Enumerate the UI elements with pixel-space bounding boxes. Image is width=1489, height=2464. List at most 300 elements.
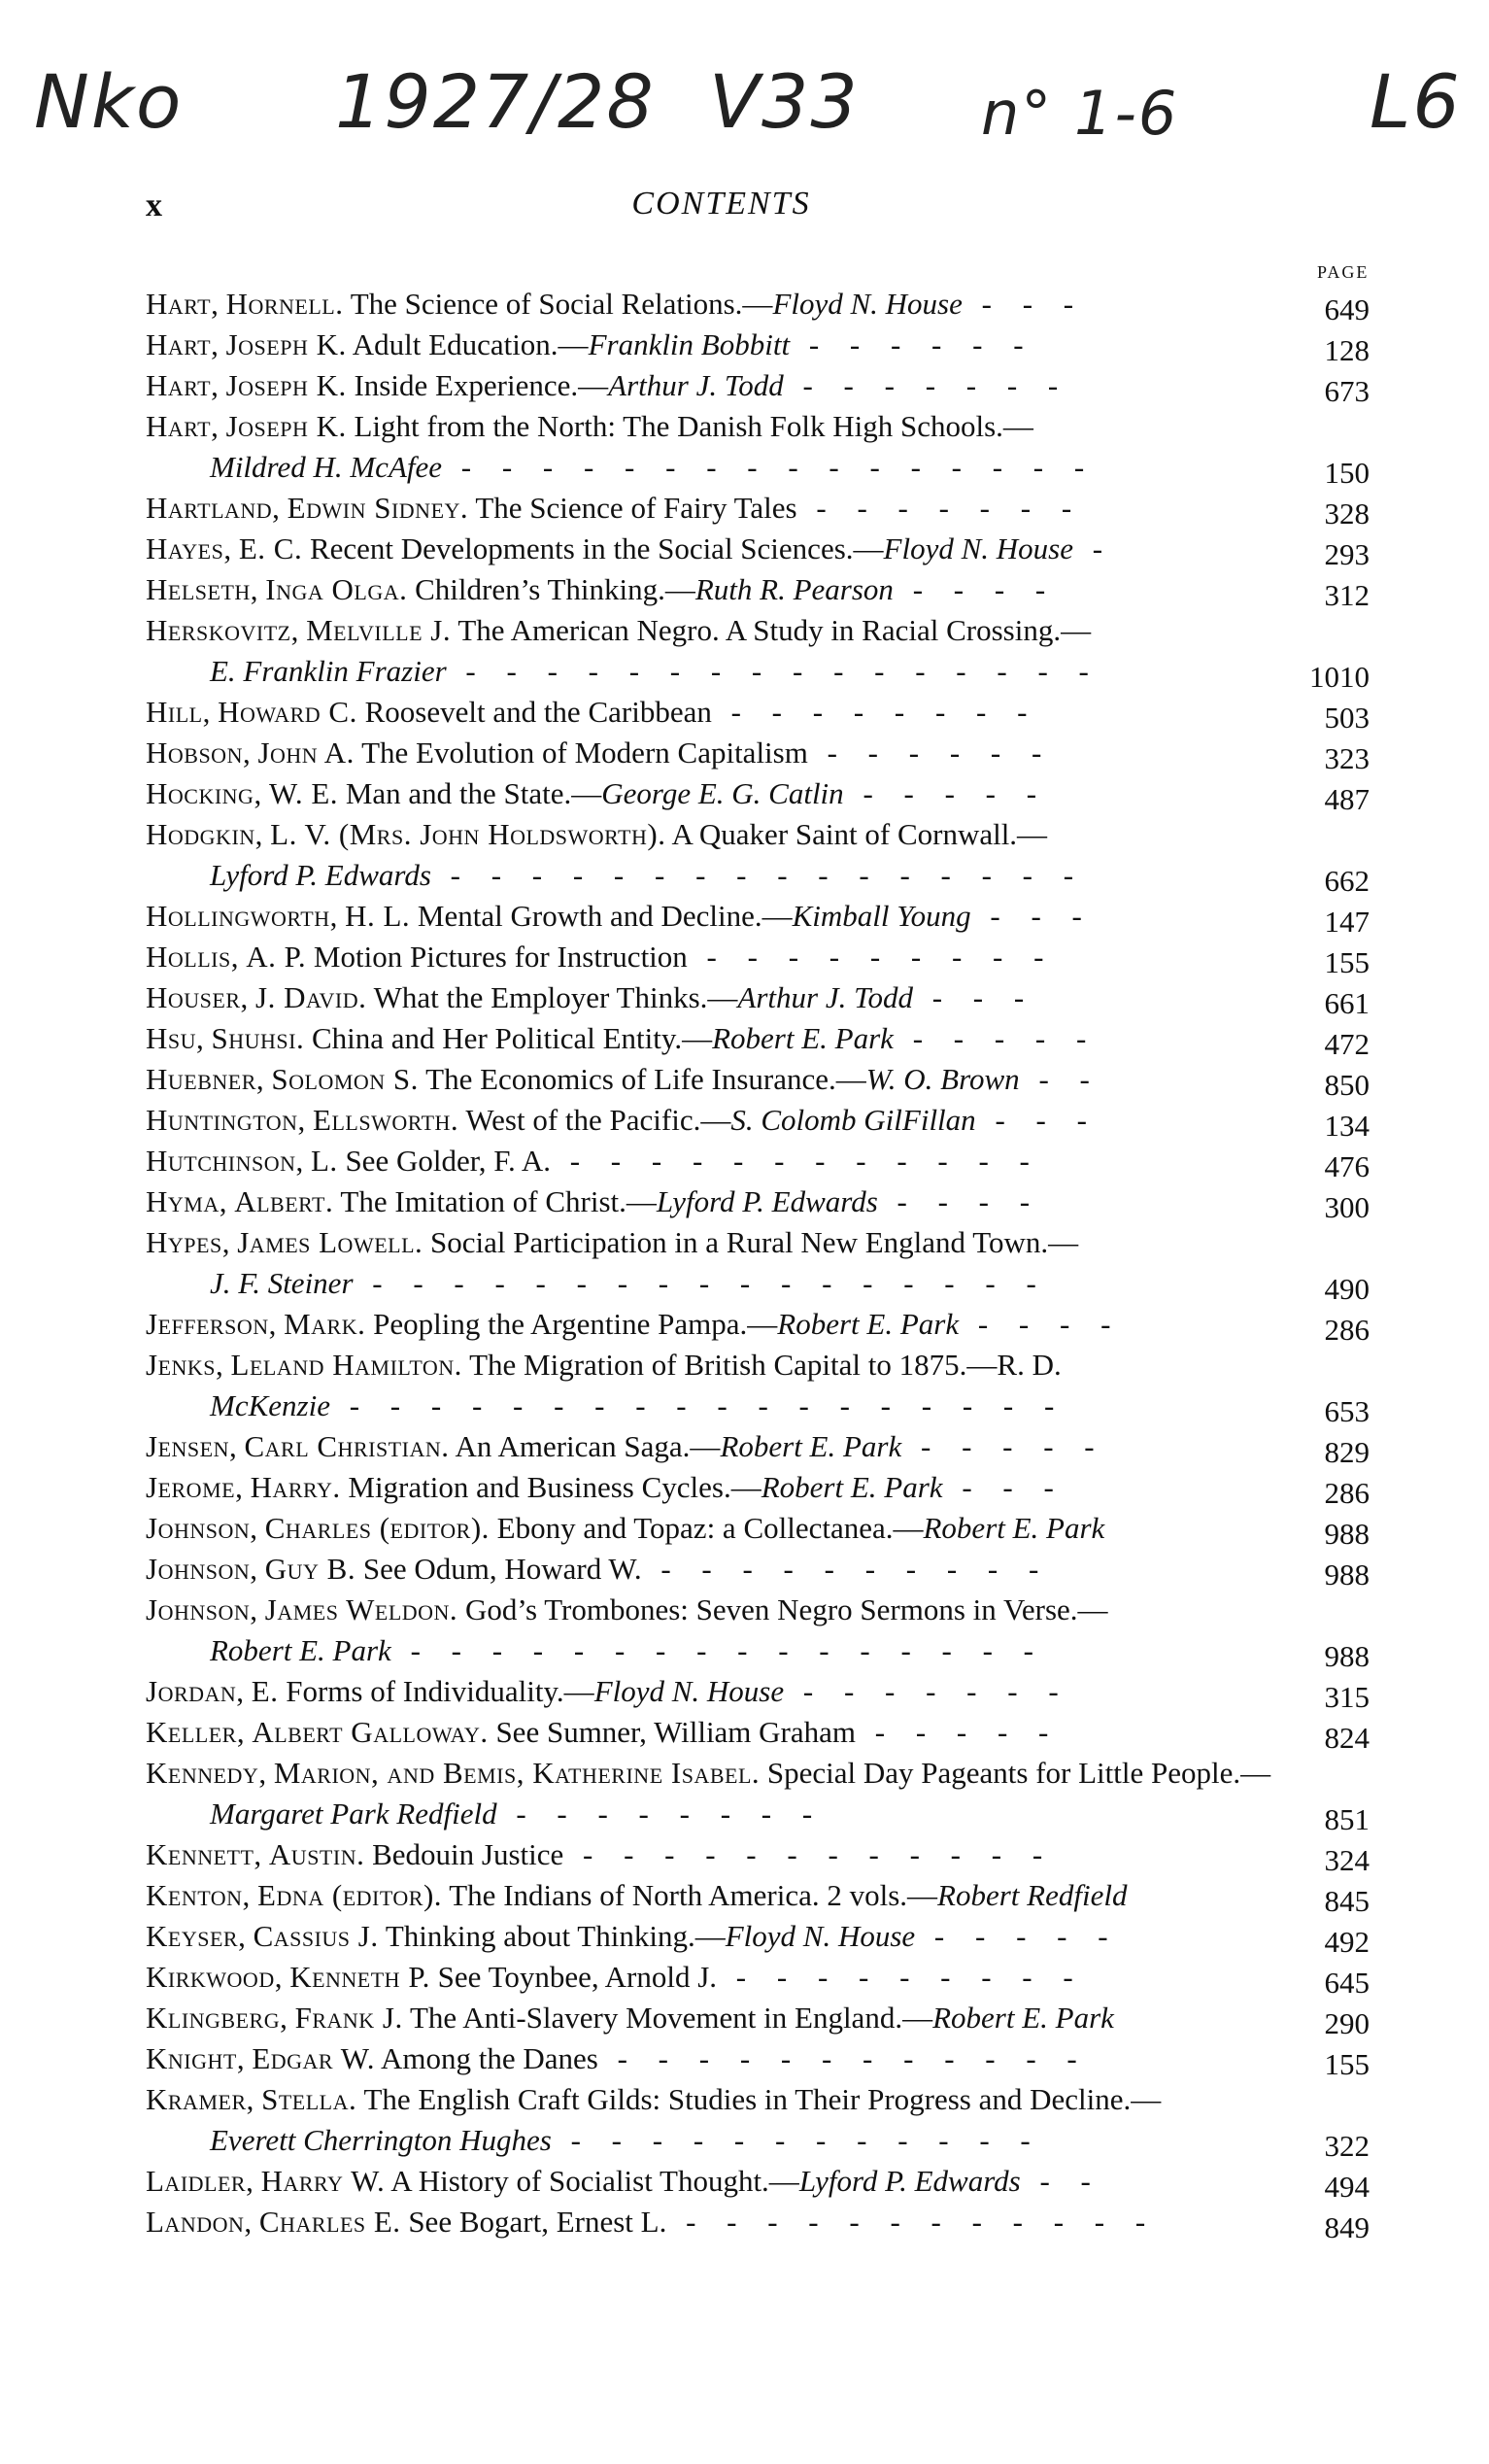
book-title: The Science of Fairy Tales <box>475 491 797 525</box>
page-number: 286 <box>1324 1476 1370 1510</box>
book-title: The American Negro. A Study in Racial Crossing.— <box>457 613 1092 647</box>
reviewer-name: Robert E. Park <box>932 2001 1114 2035</box>
reviewer-name: Arthur J. Todd <box>737 980 913 1014</box>
author-given-name: E. <box>251 1674 279 1708</box>
book-title: The Science of Social Relations.— <box>350 287 773 321</box>
dot-leader: - - - - - <box>915 1919 1120 1953</box>
list-item <box>146 1426 1370 1467</box>
author-given-name: Harry W. <box>260 2164 386 2198</box>
author-surname: Kramer <box>146 2082 247 2116</box>
entry-line: Hill, Howard C. Roosevelt and the Caribbean - - - - - - - - 503 <box>146 692 1370 733</box>
page-number: 649 <box>1324 292 1370 326</box>
entry-line: Knight, Edgar W. Among the Danes - - - - - - - - - - - - 155 <box>146 2038 1370 2079</box>
author-surname: Hart <box>146 368 212 402</box>
page-number: 645 <box>1324 1966 1370 2000</box>
list-item <box>146 1345 1370 1426</box>
page-number: 128 <box>1324 333 1370 367</box>
list-item <box>146 1671 1370 1712</box>
author-given-name: Cassius J. <box>253 1919 379 1953</box>
dot-leader: - - - - - - - - - - - - <box>666 2205 1158 2239</box>
entry-line: Jensen, Carl Christian. An American Saga.—Robert E. Park - - - - - 829 <box>146 1426 1370 1467</box>
author-surname: Jenks <box>146 1348 217 1382</box>
page-number: 492 <box>1324 1925 1370 1959</box>
list-item <box>146 1753 1370 1834</box>
dot-leader: - - - - - - - <box>784 1674 1070 1708</box>
reviewer-name: Robert E. Park <box>712 1021 894 1055</box>
reviewer-name: S. Colomb GilFillan <box>730 1103 976 1137</box>
entry-line: Hollis, A. P. Motion Pictures for Instruction - - - - - - - - - 155 <box>146 937 1370 977</box>
entry-line: Keller, Albert Galloway. See Sumner, William Graham - - - - - 824 <box>146 1712 1370 1753</box>
list-item <box>146 1018 1370 1059</box>
author-surname: Kennett <box>146 1837 254 1871</box>
book-title: The Anti-Slavery Movement in England.— <box>409 2001 933 2035</box>
dot-leader: - - - - - - - - - <box>687 940 1056 974</box>
dot-leader: - - - <box>912 980 1036 1014</box>
author-surname: Hart <box>146 287 212 321</box>
entry-line: Hayes, E. C. Recent Developments in the Social Sciences.—Floyd N. House - 293 <box>146 529 1370 569</box>
entry-line: Herskovitz, Melville J. The American Negro. A Study in Racial Crossing.— <box>146 613 1092 647</box>
author-given-name: A. P. <box>246 940 307 974</box>
book-title: Migration and Business Cycles.— <box>348 1470 761 1504</box>
page-number: 988 <box>1324 1639 1370 1673</box>
author-given-name: Charles E. <box>258 2205 401 2239</box>
reviewer-name: J. F. Steiner <box>210 1266 354 1300</box>
dot-leader: - - - - - - - - - - - - - - - - <box>446 654 1100 688</box>
author-surname: Johnson <box>146 1592 251 1626</box>
page-number: 988 <box>1324 1557 1370 1591</box>
book-title: A Quaker Saint of Cornwall.— <box>671 817 1048 851</box>
entry-line: Hocking, W. E. Man and the State.—George E. G. Catlin - - - - - 487 <box>146 773 1370 814</box>
author-surname: Kirkwood <box>146 1960 275 1994</box>
page-number: 290 <box>1324 2006 1370 2040</box>
book-title: See Sumner, William Graham <box>495 1715 857 1749</box>
author-surname: Hyma <box>146 1184 220 1218</box>
entry-line: Hobson, John A. The Evolution of Modern Capitalism - - - - - - 323 <box>146 733 1370 773</box>
entry-line: Johnson, Charles (editor). Ebony and Topaz: a Collectanea.—Robert E. Park 988 <box>146 1508 1370 1549</box>
author-surname: Kenton <box>146 1878 243 1912</box>
entry-line: Kirkwood, Kenneth P. See Toynbee, Arnold J. - - - - - - - - - 645 <box>146 1957 1370 1998</box>
author-surname: Helseth <box>146 572 251 606</box>
author-surname: Hypes <box>146 1225 222 1259</box>
page-number: 845 <box>1324 1884 1370 1918</box>
author-given-name: Shuhsi. <box>211 1021 305 1055</box>
author-surname: Jordan <box>146 1674 237 1708</box>
entry-line: Huntington, Ellsworth. West of the Pacific.—S. Colomb GilFillan - - - 134 <box>146 1100 1370 1141</box>
page-number: 300 <box>1324 1190 1370 1224</box>
author-given-name: Guy B. <box>264 1552 356 1586</box>
page-number: 286 <box>1324 1313 1370 1347</box>
dot-leader: - - - - - - - - - - - - - - - - <box>442 450 1097 484</box>
page-number: 494 <box>1324 2170 1370 2204</box>
book-title: The English Craft Gilds: Studies in Their Progress and Decline.— <box>363 2082 1162 2116</box>
author-surname: Johnson <box>146 1552 251 1586</box>
list-item <box>146 1059 1370 1100</box>
author-given-name: Stella. <box>261 2082 357 2116</box>
book-title: Social Participation in a Rural New England Town.— <box>430 1225 1079 1259</box>
dot-leader: - - - - - - - - - - - - <box>563 1837 1055 1871</box>
entry-line: Kennett, Austin. Bedouin Justice - - - - - - - - - - - - 324 <box>146 1834 1370 1875</box>
book-title: China and Her Political Entity.— <box>311 1021 713 1055</box>
page-header <box>146 180 1297 238</box>
reviewer-name: Everett Cherrington Hughes <box>210 2123 552 2157</box>
entry-line: Hart, Hornell. The Science of Social Relations.—Floyd N. House - - - 649 <box>146 284 1370 325</box>
dot-leader: - - - - - - - - - - - - - - - - <box>430 858 1086 892</box>
entry-line: Hart, Joseph K. Adult Education.—Franklin Bobbitt - - - - - - 128 <box>146 325 1370 365</box>
author-given-name: Austin. <box>268 1837 365 1871</box>
list-item <box>146 406 1370 488</box>
reviewer-name: Lyford P. Edwards <box>798 2164 1021 2198</box>
dot-leader: - - - - <box>877 1184 1042 1218</box>
author-surname: Keller <box>146 1715 237 1749</box>
dot-leader: - - <box>1020 2164 1102 2198</box>
author-given-name: Kenneth P. <box>289 1960 430 1994</box>
page-number: 312 <box>1324 578 1370 612</box>
dot-leader: - - - - - - - <box>796 491 1084 525</box>
author-given-name: Harry. <box>250 1470 341 1504</box>
book-title: See Golder, F. A. <box>345 1144 551 1178</box>
contents-list <box>146 284 1370 2242</box>
book-title: The Economics of Life Insurance.— <box>425 1062 866 1096</box>
book-title: The Evolution of Modern Capitalism <box>361 736 808 770</box>
page-number: 324 <box>1324 1843 1370 1877</box>
entry-continuation <box>146 447 1370 488</box>
author-surname: Knight <box>146 2041 237 2075</box>
author-surname: Hutchinson <box>146 1144 296 1178</box>
author-given-name: L. V. (Mrs. John Holdsworth). <box>270 817 666 851</box>
page-number: 653 <box>1324 1394 1370 1428</box>
list-item <box>146 733 1370 773</box>
dot-leader: - - - - - <box>901 1429 1106 1463</box>
dot-leader: - - - - - - <box>790 327 1035 361</box>
author-given-name: Ellsworth. <box>313 1103 459 1137</box>
page-number: 487 <box>1324 782 1370 816</box>
entry-line: Hutchinson, L. See Golder, F. A. - - - - - - - - - - - - 476 <box>146 1141 1370 1181</box>
page-number: 490 <box>1324 1272 1370 1306</box>
dot-leader: - - <box>1019 1062 1101 1096</box>
author-surname: Hsu <box>146 1021 197 1055</box>
author-surname: Klingberg <box>146 2001 281 2035</box>
author-surname: Landon <box>146 2205 245 2239</box>
dot-leader: - - - - - - - - - - - - <box>550 1144 1041 1178</box>
entry-line: Laidler, Harry W. A History of Socialist Thought.—Lyford P. Edwards - - 494 <box>146 2161 1370 2202</box>
list-item <box>146 1834 1370 1875</box>
book-title: The Indians of North America. 2 vols.— <box>449 1878 938 1912</box>
page-number: 134 <box>1324 1109 1370 1143</box>
entry-line: Jefferson, Mark. Peopling the Argentine Pampa.—Robert E. Park - - - - 286 <box>146 1304 1370 1345</box>
dot-leader: - - - - - - - - - <box>717 1960 1085 1994</box>
book-title: Special Day Pageants for Little People.— <box>766 1756 1271 1790</box>
book-title: Ebony and Topaz: a Collectanea.— <box>496 1511 924 1545</box>
book-title: West of the Pacific.— <box>465 1103 731 1137</box>
reviewer-name: E. Franklin Frazier <box>210 654 447 688</box>
handwritten-note: n° 1-6 <box>981 78 1179 149</box>
book-title: Children’s Thinking.— <box>415 572 695 606</box>
page-number: 851 <box>1324 1802 1370 1836</box>
dot-leader: - - - - - - - - - - - - - - - - - - <box>329 1388 1066 1422</box>
page-number: 829 <box>1324 1435 1370 1469</box>
book-title: Roosevelt and the Caribbean <box>364 695 712 729</box>
list-item <box>146 1590 1370 1671</box>
page-number: 476 <box>1324 1149 1370 1183</box>
dot-leader: - - - - - <box>893 1021 1099 1055</box>
book-title: The Migration of British Capital to 1875.—R. D. <box>469 1348 1062 1382</box>
author-given-name: L. <box>311 1144 338 1178</box>
entry-line: Hartland, Edwin Sidney. The Science of Fairy Tales - - - - - - - 328 <box>146 488 1370 529</box>
author-surname: Hobson <box>146 736 243 770</box>
page-number: 824 <box>1324 1721 1370 1755</box>
author-surname: Herskovitz <box>146 613 291 647</box>
book-title: Forms of Individuality.— <box>286 1674 594 1708</box>
entry-line: Kennedy, Marion, and Bemis, Katherine Isabel. Special Day Pageants for Little People.— <box>146 1756 1271 1790</box>
book-title: Bedouin Justice <box>372 1837 564 1871</box>
book-title: A History of Socialist Thought.— <box>390 2164 799 2198</box>
page-number: 328 <box>1324 496 1370 530</box>
author-surname: Kennedy <box>146 1756 259 1790</box>
author-given-name: Albert Galloway. <box>252 1715 489 1749</box>
list-item <box>146 1998 1370 2038</box>
entry-continuation <box>146 1794 1370 1834</box>
entry-line: Houser, J. David. What the Employer Thinks.—Arthur J. Todd - - - 661 <box>146 977 1370 1018</box>
list-item <box>146 284 1370 325</box>
list-item <box>146 1181 1370 1222</box>
dot-leader: - - - - <box>959 1307 1123 1341</box>
reviewer-name: George E. G. Catlin <box>601 776 844 810</box>
reviewer-name: Franklin Bobbitt <box>588 327 791 361</box>
dot-leader: - - - - - - - - - - <box>641 1552 1051 1586</box>
author-given-name: Edna (editor). <box>257 1878 443 1912</box>
reviewer-name: Mildred H. McAfee <box>210 450 443 484</box>
dot-leader: - - - - - - - - - - - - <box>551 2123 1042 2157</box>
entry-continuation <box>146 1630 1370 1671</box>
list-item <box>146 1467 1370 1508</box>
list-item <box>146 1508 1370 1549</box>
handwritten-note: L6 <box>1370 58 1462 145</box>
book-title: Among the Danes <box>381 2041 598 2075</box>
list-item <box>146 1304 1370 1345</box>
reviewer-name: Lyford P. Edwards <box>656 1184 878 1218</box>
entry-line: Landon, Charles E. See Bogart, Ernest L. - - - - - - - - - - - - 849 <box>146 2202 1370 2242</box>
reviewer-name: Arthur J. Todd <box>608 368 784 402</box>
entry-continuation <box>146 1263 1370 1304</box>
entry-line: Jerome, Harry. Migration and Business Cycles.—Robert E. Park - - - 286 <box>146 1467 1370 1508</box>
book-title: Inside Experience.— <box>354 368 609 402</box>
list-item <box>146 569 1370 610</box>
author-given-name: Solomon S. <box>271 1062 419 1096</box>
author-given-name: Frank J. <box>294 2001 403 2035</box>
reviewer-name: Robert E. Park <box>777 1307 960 1341</box>
book-title: Mental Growth and Decline.— <box>417 899 793 933</box>
list-item <box>146 2161 1370 2202</box>
author-given-name: Joseph K. <box>225 368 347 402</box>
reviewer-name: Floyd N. House <box>725 1919 916 1953</box>
list-item <box>146 1222 1370 1304</box>
list-item <box>146 773 1370 814</box>
reviewer-name: Robert E. Park <box>923 1511 1105 1545</box>
author-given-name: E. C. <box>238 531 303 565</box>
handwritten-note: V33 <box>709 58 860 145</box>
author-given-name: Marion, and Bemis, Katherine Isabel. <box>273 1756 761 1790</box>
list-item <box>146 365 1370 406</box>
reviewer-name: Kimball Young <box>792 899 971 933</box>
entry-line: Johnson, Guy B. See Odum, Howard W. - - - - - - - - - - 988 <box>146 1549 1370 1590</box>
author-given-name: Edgar W. <box>252 2041 375 2075</box>
handwritten-note: 1927/28 <box>335 58 656 145</box>
reviewer-name: Ruth R. Pearson <box>694 572 894 606</box>
dot-leader: - - - - <box>893 572 1058 606</box>
entry-continuation <box>146 2120 1370 2161</box>
page-number: 662 <box>1324 864 1370 898</box>
book-title: Light from the North: The Danish Folk High Schools.— <box>354 409 1033 443</box>
author-surname: Hollingworth <box>146 899 330 933</box>
list-item <box>146 896 1370 937</box>
author-surname: Hartland <box>146 491 273 525</box>
entry-continuation <box>146 651 1370 692</box>
book-title: Man and the State.— <box>345 776 602 810</box>
list-item <box>146 2202 1370 2242</box>
author-given-name: Hornell. <box>225 287 344 321</box>
author-given-name: Mark. <box>284 1307 366 1341</box>
list-item <box>146 488 1370 529</box>
author-surname: Huebner <box>146 1062 256 1096</box>
entry-line: Klingberg, Frank J. The Anti-Slavery Movement in England.—Robert E. Park 290 <box>146 1998 1370 2038</box>
dot-leader: - - - <box>975 1103 1099 1137</box>
entry-line: Hart, Joseph K. Light from the North: The Danish Folk High Schools.— <box>146 409 1033 443</box>
dot-leader: - - - - - - - - - - - - - - - - <box>390 1633 1045 1667</box>
author-given-name: Joseph K. <box>225 409 347 443</box>
dot-leader: - - - - - - - - <box>496 1797 825 1831</box>
dot-leader: - - - - - - - - <box>711 695 1039 729</box>
author-given-name: Inga Olga. <box>265 572 408 606</box>
book-title: Thinking about Thinking.— <box>385 1919 726 1953</box>
page-number: 322 <box>1324 2129 1370 2163</box>
page-number: 315 <box>1324 1680 1370 1714</box>
entry-line: Hypes, James Lowell. Social Participation in a Rural New England Town.— <box>146 1225 1079 1259</box>
entry-line: Hsu, Shuhsi. China and Her Political Entity.—Robert E. Park - - - - - 472 <box>146 1018 1370 1059</box>
dot-leader: - - - - - - - <box>783 368 1070 402</box>
author-surname: Keyser <box>146 1919 239 1953</box>
author-given-name: H. L. <box>345 899 411 933</box>
entry-line: Hodgkin, L. V. (Mrs. John Holdsworth). A Quaker Saint of Cornwall.— <box>146 817 1048 851</box>
reviewer-name: McKenzie <box>210 1388 330 1422</box>
page-number: 323 <box>1324 741 1370 775</box>
author-given-name: Leland Hamilton. <box>230 1348 462 1382</box>
page-number: 155 <box>1324 2047 1370 2081</box>
reviewer-name: Floyd N. House <box>772 287 963 321</box>
reviewer-name: Robert E. Park <box>720 1429 902 1463</box>
book-title: Motion Pictures for Instruction <box>313 940 688 974</box>
reviewer-name: Robert Redfield <box>937 1878 1128 1912</box>
author-given-name: J. David. <box>255 980 367 1014</box>
dot-leader: - - - <box>962 287 1086 321</box>
list-item <box>146 2038 1370 2079</box>
reviewer-name: Margaret Park Redfield <box>210 1797 497 1831</box>
author-surname: Huntington <box>146 1103 298 1137</box>
page-number: 673 <box>1324 374 1370 408</box>
author-surname: Hart <box>146 327 212 361</box>
book-title: An American Saga.— <box>455 1429 721 1463</box>
reviewer-name: Robert E. Park <box>210 1633 391 1667</box>
reviewer-name: Robert E. Park <box>761 1470 943 1504</box>
author-given-name: Edwin Sidney. <box>287 491 469 525</box>
page-column-label: PAGE <box>1317 262 1370 282</box>
dot-leader: - - - <box>942 1470 1066 1504</box>
page-number: 293 <box>1324 537 1370 571</box>
author-surname: Houser <box>146 980 241 1014</box>
list-item <box>146 529 1370 569</box>
list-item <box>146 1100 1370 1141</box>
author-given-name: Albert. <box>234 1184 334 1218</box>
book-title: See Odum, Howard W. <box>362 1552 642 1586</box>
page-number: 849 <box>1324 2210 1370 2244</box>
entry-continuation <box>146 855 1370 896</box>
page-number: 661 <box>1324 986 1370 1020</box>
author-given-name: Howard C. <box>218 695 357 729</box>
author-given-name: Joseph K. <box>225 327 347 361</box>
page-number-roman: x <box>146 188 162 223</box>
list-item <box>146 1141 1370 1181</box>
list-item <box>146 2079 1370 2161</box>
entry-line: Hyma, Albert. The Imitation of Christ.—Lyford P. Edwards - - - - 300 <box>146 1181 1370 1222</box>
page-number: 503 <box>1324 701 1370 735</box>
book-title: Recent Developments in the Social Sciences.— <box>309 531 884 565</box>
book-title: God’s Trombones: Seven Negro Sermons in Verse.— <box>464 1592 1108 1626</box>
list-item <box>146 1549 1370 1590</box>
entry-line: Kramer, Stella. The English Craft Gilds: Studies in Their Progress and Decline.— <box>146 2082 1162 2116</box>
list-item <box>146 937 1370 977</box>
page-number: 147 <box>1324 905 1370 939</box>
dot-leader: - - - - - <box>856 1715 1061 1749</box>
entry-line: Huebner, Solomon S. The Economics of Life Insurance.—W. O. Brown - - 850 <box>146 1059 1370 1100</box>
book-title: Peopling the Argentine Pampa.— <box>373 1307 778 1341</box>
book-title: The Imitation of Christ.— <box>340 1184 657 1218</box>
author-surname: Jerome <box>146 1470 236 1504</box>
author-surname: Jefferson <box>146 1307 269 1341</box>
list-item <box>146 692 1370 733</box>
author-surname: Hollis <box>146 940 231 974</box>
list-item <box>146 610 1370 692</box>
dot-leader: - - - - - - <box>807 736 1054 770</box>
author-surname: Johnson <box>146 1511 251 1545</box>
author-given-name: John A. <box>257 736 355 770</box>
author-surname: Jensen <box>146 1429 229 1463</box>
author-given-name: W. E. <box>268 776 339 810</box>
page-number: 150 <box>1324 456 1370 490</box>
reviewer-name: Lyford P. Edwards <box>210 858 431 892</box>
author-given-name: James Lowell. <box>237 1225 423 1259</box>
handwritten-note: Nko <box>34 58 184 145</box>
dot-leader: - - - <box>970 899 1094 933</box>
page-title: CONTENTS <box>631 186 811 222</box>
book-title: See Toynbee, Arnold J. <box>437 1960 718 1994</box>
author-surname: Hayes <box>146 531 224 565</box>
entry-line: Hart, Joseph K. Inside Experience.—Arthur J. Todd - - - - - - - 673 <box>146 365 1370 406</box>
list-item <box>146 977 1370 1018</box>
reviewer-name: Floyd N. House <box>593 1674 785 1708</box>
entry-line: Jenks, Leland Hamilton. The Migration of British Capital to 1875.—R. D. <box>146 1348 1062 1382</box>
list-item <box>146 1916 1370 1957</box>
dot-leader: - - - - - - - - - - - - <box>597 2041 1089 2075</box>
entry-line: Jordan, E. Forms of Individuality.—Floyd N. House - - - - - - - 315 <box>146 1671 1370 1712</box>
author-surname: Hart <box>146 409 212 443</box>
entry-line: Johnson, James Weldon. God’s Trombones: Seven Negro Sermons in Verse.— <box>146 1592 1108 1626</box>
author-surname: Hill <box>146 695 203 729</box>
page-number: 988 <box>1324 1517 1370 1551</box>
author-surname: Laidler <box>146 2164 247 2198</box>
dot-leader: - <box>1072 531 1115 565</box>
entry-line: Kenton, Edna (editor). The Indians of North America. 2 vols.—Robert Redfield 845 <box>146 1875 1370 1916</box>
reviewer-name: W. O. Brown <box>865 1062 1020 1096</box>
author-surname: Hodgkin <box>146 817 255 851</box>
